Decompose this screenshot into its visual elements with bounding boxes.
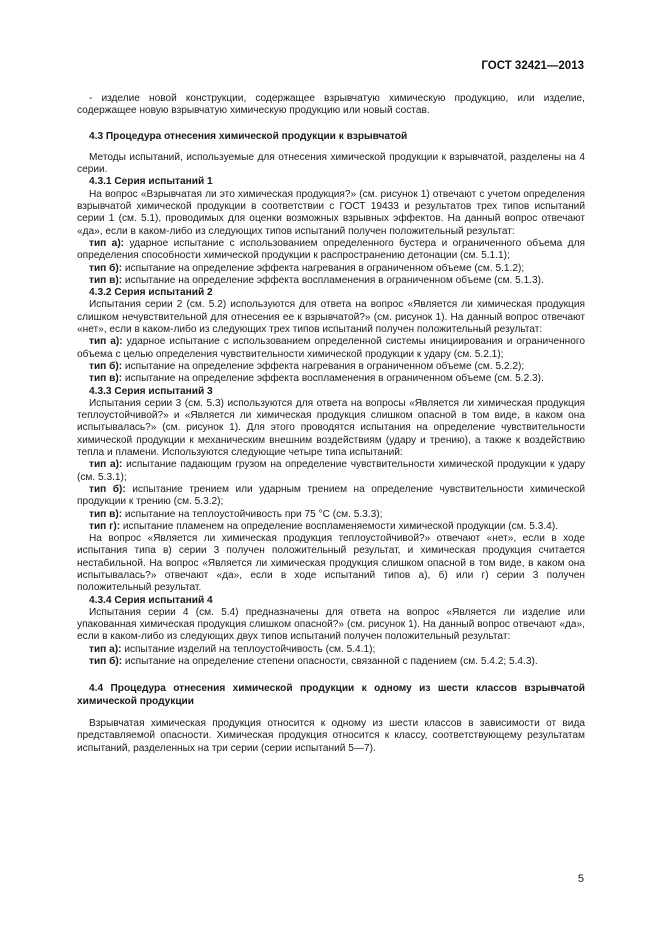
section-4-3-2-paragraph: Испытания серии 2 (см. 5.2) используются для ответа на вопрос «Является ли химическая продукция слишком нечувствительной для отнесения ее к взрывчатой?» (см. рисунок 1). На данный вопрос отвечают «нет», если в каком-либо из следующих трех типов испытаний получен положительный результат: bbox=[77, 299, 585, 336]
section-4-4-paragraph: Взрывчатая химическая продукция относится к одному из шести классов в зависимости от вида представляемой опасности. Химическая продукция относится к классу, соответствующему результатам испытаний, разделенных на три серии (серии испытаний 5—7). bbox=[77, 717, 585, 754]
test-type-item bbox=[77, 275, 585, 287]
test-type-text: испытание на определение эффекта воспламенения в ограниченном объеме (см. 5.1.3). bbox=[122, 274, 544, 286]
test-type-text: ударное испытание с использованием определенной системы инициирования и ограниченного объема с целью определения чувствительности химической продукции к удару (см. 5.2.1); bbox=[77, 336, 585, 360]
test-type-label: тип а): bbox=[89, 336, 123, 348]
test-type-item bbox=[77, 238, 585, 263]
test-type-label: тип б): bbox=[89, 483, 126, 495]
page-number: 5 bbox=[577, 873, 584, 885]
test-type-label: тип в): bbox=[89, 274, 123, 286]
test-type-item bbox=[77, 644, 585, 656]
test-type-item bbox=[77, 336, 585, 361]
test-type-item bbox=[77, 521, 585, 533]
test-type-text: испытание на определение эффекта воспламенения в ограниченном объеме (см. 5.2.3). bbox=[122, 373, 544, 385]
test-type-item bbox=[77, 459, 585, 484]
section-4-3-1-paragraph: На вопрос «Взрывчатая ли это химическая продукция?» (см. рисунок 1) отвечают с учетом определения взрывчатой химической продукции в соответствии с ГОСТ 19433 и результатов трех типов испытаний серии 1 (см. 5.1), проводимых для оценки возможных взрывных эффектов. На данный вопрос отвечают «да», если в каком-либо из следующих типов испытаний получен положительный результат: bbox=[77, 188, 585, 237]
test-type-text: ударное испытание с использованием определенного бустера и ограниченного объема для определения способности химической продукции к распространению детонации (см. 5.1.1); bbox=[77, 237, 585, 262]
test-type-label: тип в): bbox=[89, 508, 123, 520]
test-type-item bbox=[77, 263, 585, 275]
test-type-label: тип а): bbox=[89, 643, 122, 655]
section-4-3-4-paragraph: Испытания серии 4 (см. 5.4) предназначены для ответа на вопрос «Является ли изделие или упакованная химическая продукция слишком опасной?» (см. рисунок 1). На данный вопрос отвечают «да», если в каком-либо из следующих двух типов испытаний получен положительный результат: bbox=[77, 606, 585, 643]
test-type-label: тип г): bbox=[89, 520, 121, 532]
test-type-item bbox=[77, 509, 585, 521]
document-id-header: ГОСТ 32421—2013 bbox=[481, 60, 584, 72]
test-type-text: испытание на определение эффекта нагревания в ограниченном объеме (см. 5.1.2); bbox=[122, 262, 525, 274]
section-4-3-3-conclusion: На вопрос «Является ли химическая продукция теплоустойчивой?» отвечают «нет», если в ходе испытания типа в) серии 3 получен положительный результат, и химическая продукция считается нестабильной. На вопрос «Является ли химическая продукция слишком опасной в том виде, в каком она испытывалась?» отвечают «да», если в ходе испытаний типов а), б) или г) серии 3 получен положительный результат. bbox=[77, 533, 585, 594]
section-4-3-4-heading: 4.3.4 Серия испытаний 4 bbox=[89, 594, 213, 606]
test-type-label: тип б): bbox=[89, 262, 123, 274]
test-type-text: испытание падающим грузом на определение чувствительности химической продукции к удару (см. 5.3.1); bbox=[77, 459, 585, 483]
section-4-3-heading: 4.3 Процедура отнесения химической продукции к взрывчатой bbox=[89, 130, 408, 142]
section-4-3-3-heading: 4.3.3 Серия испытаний 3 bbox=[89, 385, 213, 397]
test-type-text: испытание изделий на теплоустойчивость (см. 5.4.1); bbox=[121, 643, 376, 655]
test-type-item bbox=[77, 373, 585, 385]
section-4-3-2-heading: 4.3.2 Серия испытаний 2 bbox=[89, 287, 213, 299]
document-body bbox=[77, 93, 585, 755]
section-4-3-3-paragraph: Испытания серии 3 (см. 5.3) используются для ответа на вопросы «Является ли химическая продукция теплоустойчивой?» и «Является ли химическая продукция слишком опасной в том виде, в каком она испытывалась?» (см. рисунок 1). Для этого проводятся испытания на определение чувствительности химической продукции к механическим внешним воздействиям (удару и трению), а также к воздействию тепла и пламени. Используются следующие четыре типа испытаний: bbox=[77, 397, 585, 459]
test-type-item bbox=[77, 656, 585, 668]
section-4-4-heading: 4.4 Процедура отнесения химической продукции к одному из шести классов взрывчатой химической продукции bbox=[77, 683, 585, 707]
test-type-text: испытание на теплоустойчивость при 75 °С (см. 5.3.3); bbox=[122, 508, 383, 520]
test-type-text: испытание пламенем на определение воспламеняемости химической продукции (см. 5.3.4). bbox=[120, 520, 559, 532]
test-type-label: тип б): bbox=[89, 360, 123, 372]
test-type-text: испытание на определение степени опасности, связанной с падением (см. 5.4.2; 5.4.3). bbox=[122, 656, 538, 668]
test-type-text: испытание трением или ударным трением на определение чувствительности химической продукции к трению (см. 5.3.2); bbox=[77, 483, 586, 508]
test-type-item bbox=[77, 484, 585, 509]
test-type-label: тип в): bbox=[89, 373, 123, 385]
test-type-label: тип а): bbox=[89, 459, 123, 471]
test-type-label: тип б): bbox=[89, 656, 123, 668]
test-type-text: испытание на определение эффекта нагревания в ограниченном объеме (см. 5.2.2); bbox=[122, 360, 525, 372]
section-4-3-1-heading: 4.3.1 Серия испытаний 1 bbox=[89, 176, 213, 188]
test-type-item bbox=[77, 361, 585, 373]
intro-paragraph: - изделие новой конструкции, содержащее взрывчатую химическую продукцию, или изделие, содержащее новую взрывчатую химическую продукцию или новый состав. bbox=[77, 93, 585, 117]
section-4-3-intro: Методы испытаний, используемые для отнесения химической продукции к взрывчатой, разделены на 4 серии. bbox=[77, 151, 585, 176]
test-type-label: тип а): bbox=[89, 237, 125, 249]
